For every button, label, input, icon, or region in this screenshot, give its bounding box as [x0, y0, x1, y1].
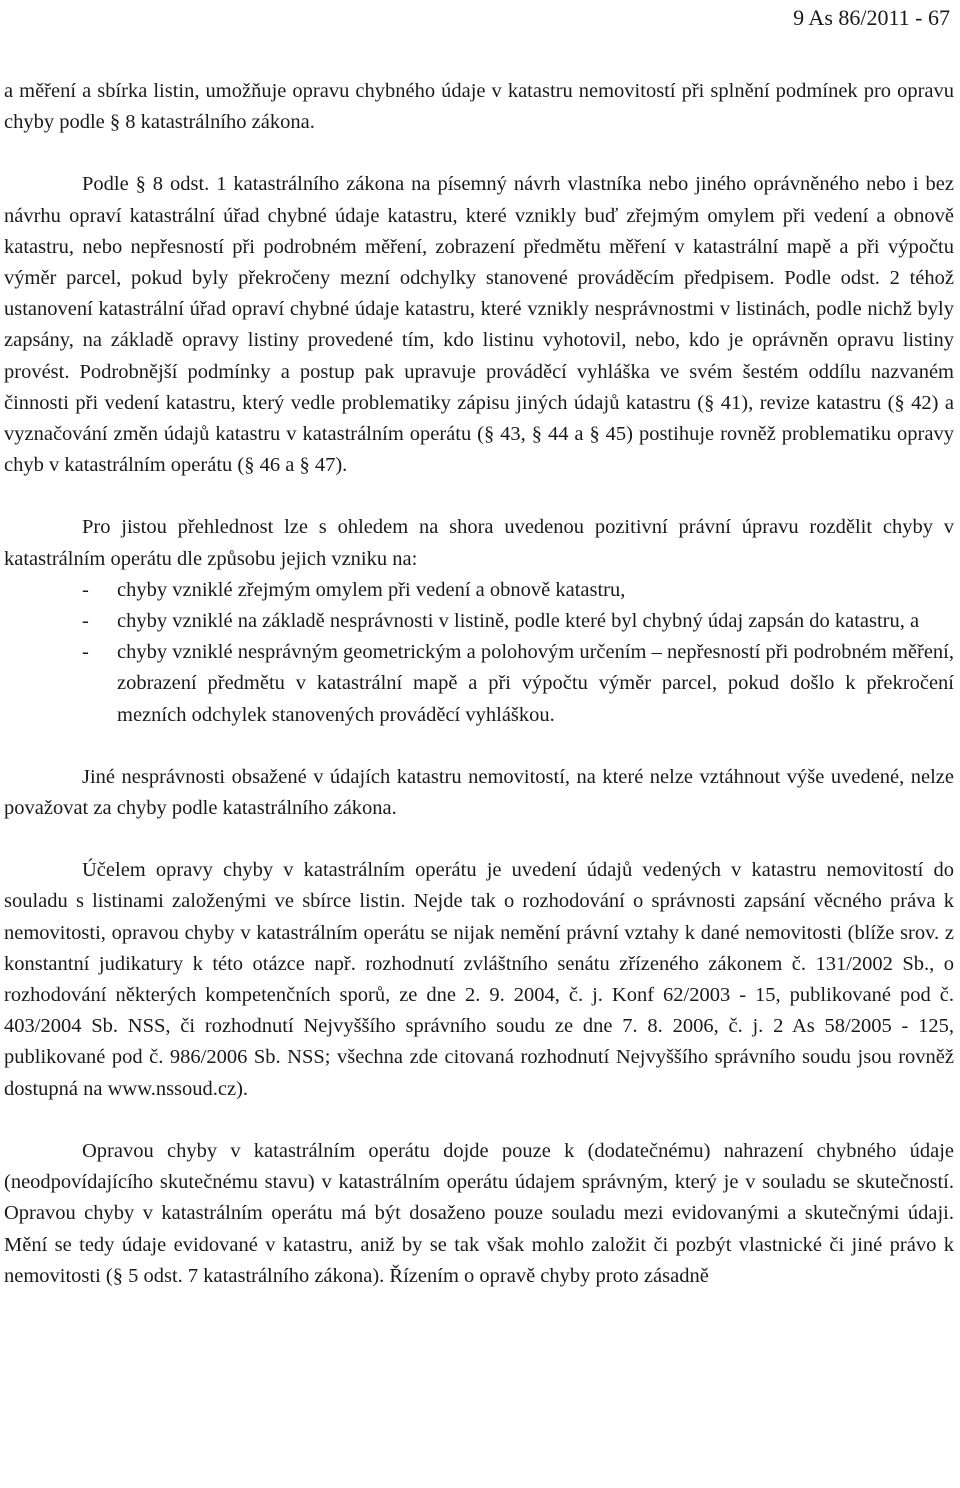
list-item-text: chyby vzniklé zřejmým omylem při vedení a obnově katastru,	[117, 578, 626, 601]
document-body	[4, 76, 954, 1292]
paragraph-correction-effect: Opravou chyby v katastrálním operátu dojde pouze k (dodatečnému) nahrazení chybného údaje (neodpovídajícího skutečnému stavu) v katastrálním operátu údajem správným, který je v souladu se skutečností. Opravou chyby v katastrálním operátu má být dosaženo pouze souladu mezi evidovanými a skutečnými údaji. Mění se tedy údaje evidované v katastru, aniž by se tak však mohlo založit či pozbýt vlastnické či jiné právo k nemovitosti (§ 5 odst. 7 katastrálního zákona). Řízením o opravě chyby proto zásadně	[4, 1139, 954, 1287]
paragraph-legal-basis: Podle § 8 odst. 1 katastrálního zákona na písemný návrh vlastníka nebo jiného oprávněného nebo i bez návrhu opraví katastrální úřad chybné údaje katastru, které vznikly buď zřejmým omylem při vedení a obnově katastru, nebo nepřesností při podrobném měření, zobrazení předmětu měření v katastrální mapě a při výpočtu výměr parcel, pokud byly překročeny mezní odchylky stanovené prováděcím předpisem. Podle odst. 2 téhož ustanovení katastrální úřad opraví chybné údaje katastru, které vznikly nesprávnostmi v listinách, podle nichž byly zapsány, na základě opravy listiny provedené tím, kdo listinu vyhotovil, nebo, kdo je oprávněn opravu listiny provést. Podrobnější podmínky a postup pak upravuje prováděcí vyhláška ve svém šestém oddílu nazvaném činnosti při vedení katastru, který vedle problematiky zápisu jiných údajů katastru (§ 41), revize katastru (§ 42) a vyznačování změn údajů katastru v katastrálním operátu (§ 43, § 44 a § 45) postihuje rovněž problematiku opravy chyb v katastrálním operátu (§ 46 a § 47).	[4, 173, 954, 477]
paragraph-purpose: Účelem opravy chyby v katastrálním operátu je uvedení údajů vedených v katastru nemovitostí do souladu s listinami založenými ve sbírce listin. Nejde tak o rozhodování o správnosti zapsání věcného práva k nemovitosti, opravou chyby v katastrálním operátu se nijak nemění právní vztahy k dané nemovitosti (blíže srov. z konstantní judikatury k této otázce např. rozhodnutí zvláštního senátu zřízeného zákonem č. 131/2002 Sb., o rozhodování některých kompetenčních sporů, ze dne 2. 9. 2004, č. j. Konf 62/2003 - 15, publikované pod č. 403/2004 Sb. NSS, či rozhodnutí Nejvyššího správního soudu ze dne 7. 8. 2006, č. j. 2 As 58/2005 - 125, publikované pod č. 986/2006 Sb. NSS; všechna zde citovaná rozhodnutí Nejvyššího správního soudu jsou rovněž dostupná na www.nssoud.cz).	[4, 859, 954, 1100]
list-dash: -	[82, 610, 89, 633]
paragraph-other-errors: Jiné nesprávnosti obsažené v údajích katastru nemovitostí, na které nelze vztáhnout výše uvedené, nelze považovat za chyby podle katastrálního zákona.	[4, 765, 954, 820]
error-types-list	[4, 575, 954, 731]
case-reference: 9 As 86/2011 - 67	[793, 5, 950, 30]
list-dash: -	[82, 578, 89, 601]
page-header	[4, 0, 954, 44]
list-dash: -	[82, 641, 89, 664]
list-item	[4, 606, 954, 637]
list-item-text: chyby vzniklé nesprávným geometrickým a polohovým určením – nepřesností při podrobném měření, zobrazení předmětu v katastrální mapě a při výpočtu výměr parcel, pokud došlo k překročení mezních odchylek stanovených prováděcí vyhláškou.	[117, 641, 954, 726]
list-item	[4, 575, 954, 606]
list-item-text: chyby vzniklé na základě nesprávnosti v listině, podle které byl chybný údaj zapsán do katastru, a	[117, 610, 920, 633]
paragraph-continuation: a měření a sbírka listin, umožňuje opravu chybného údaje v katastru nemovitostí při splnění podmínek pro opravu chyby podle § 8 katastrálního zákona.	[4, 80, 954, 134]
paragraph-classification-intro: Pro jistou přehlednost lze s ohledem na shora uvedenou pozitivní právní úpravu rozdělit chyby v katastrálním operátu dle způsobu jejich vzniku na:	[4, 516, 954, 570]
list-item	[4, 637, 954, 731]
